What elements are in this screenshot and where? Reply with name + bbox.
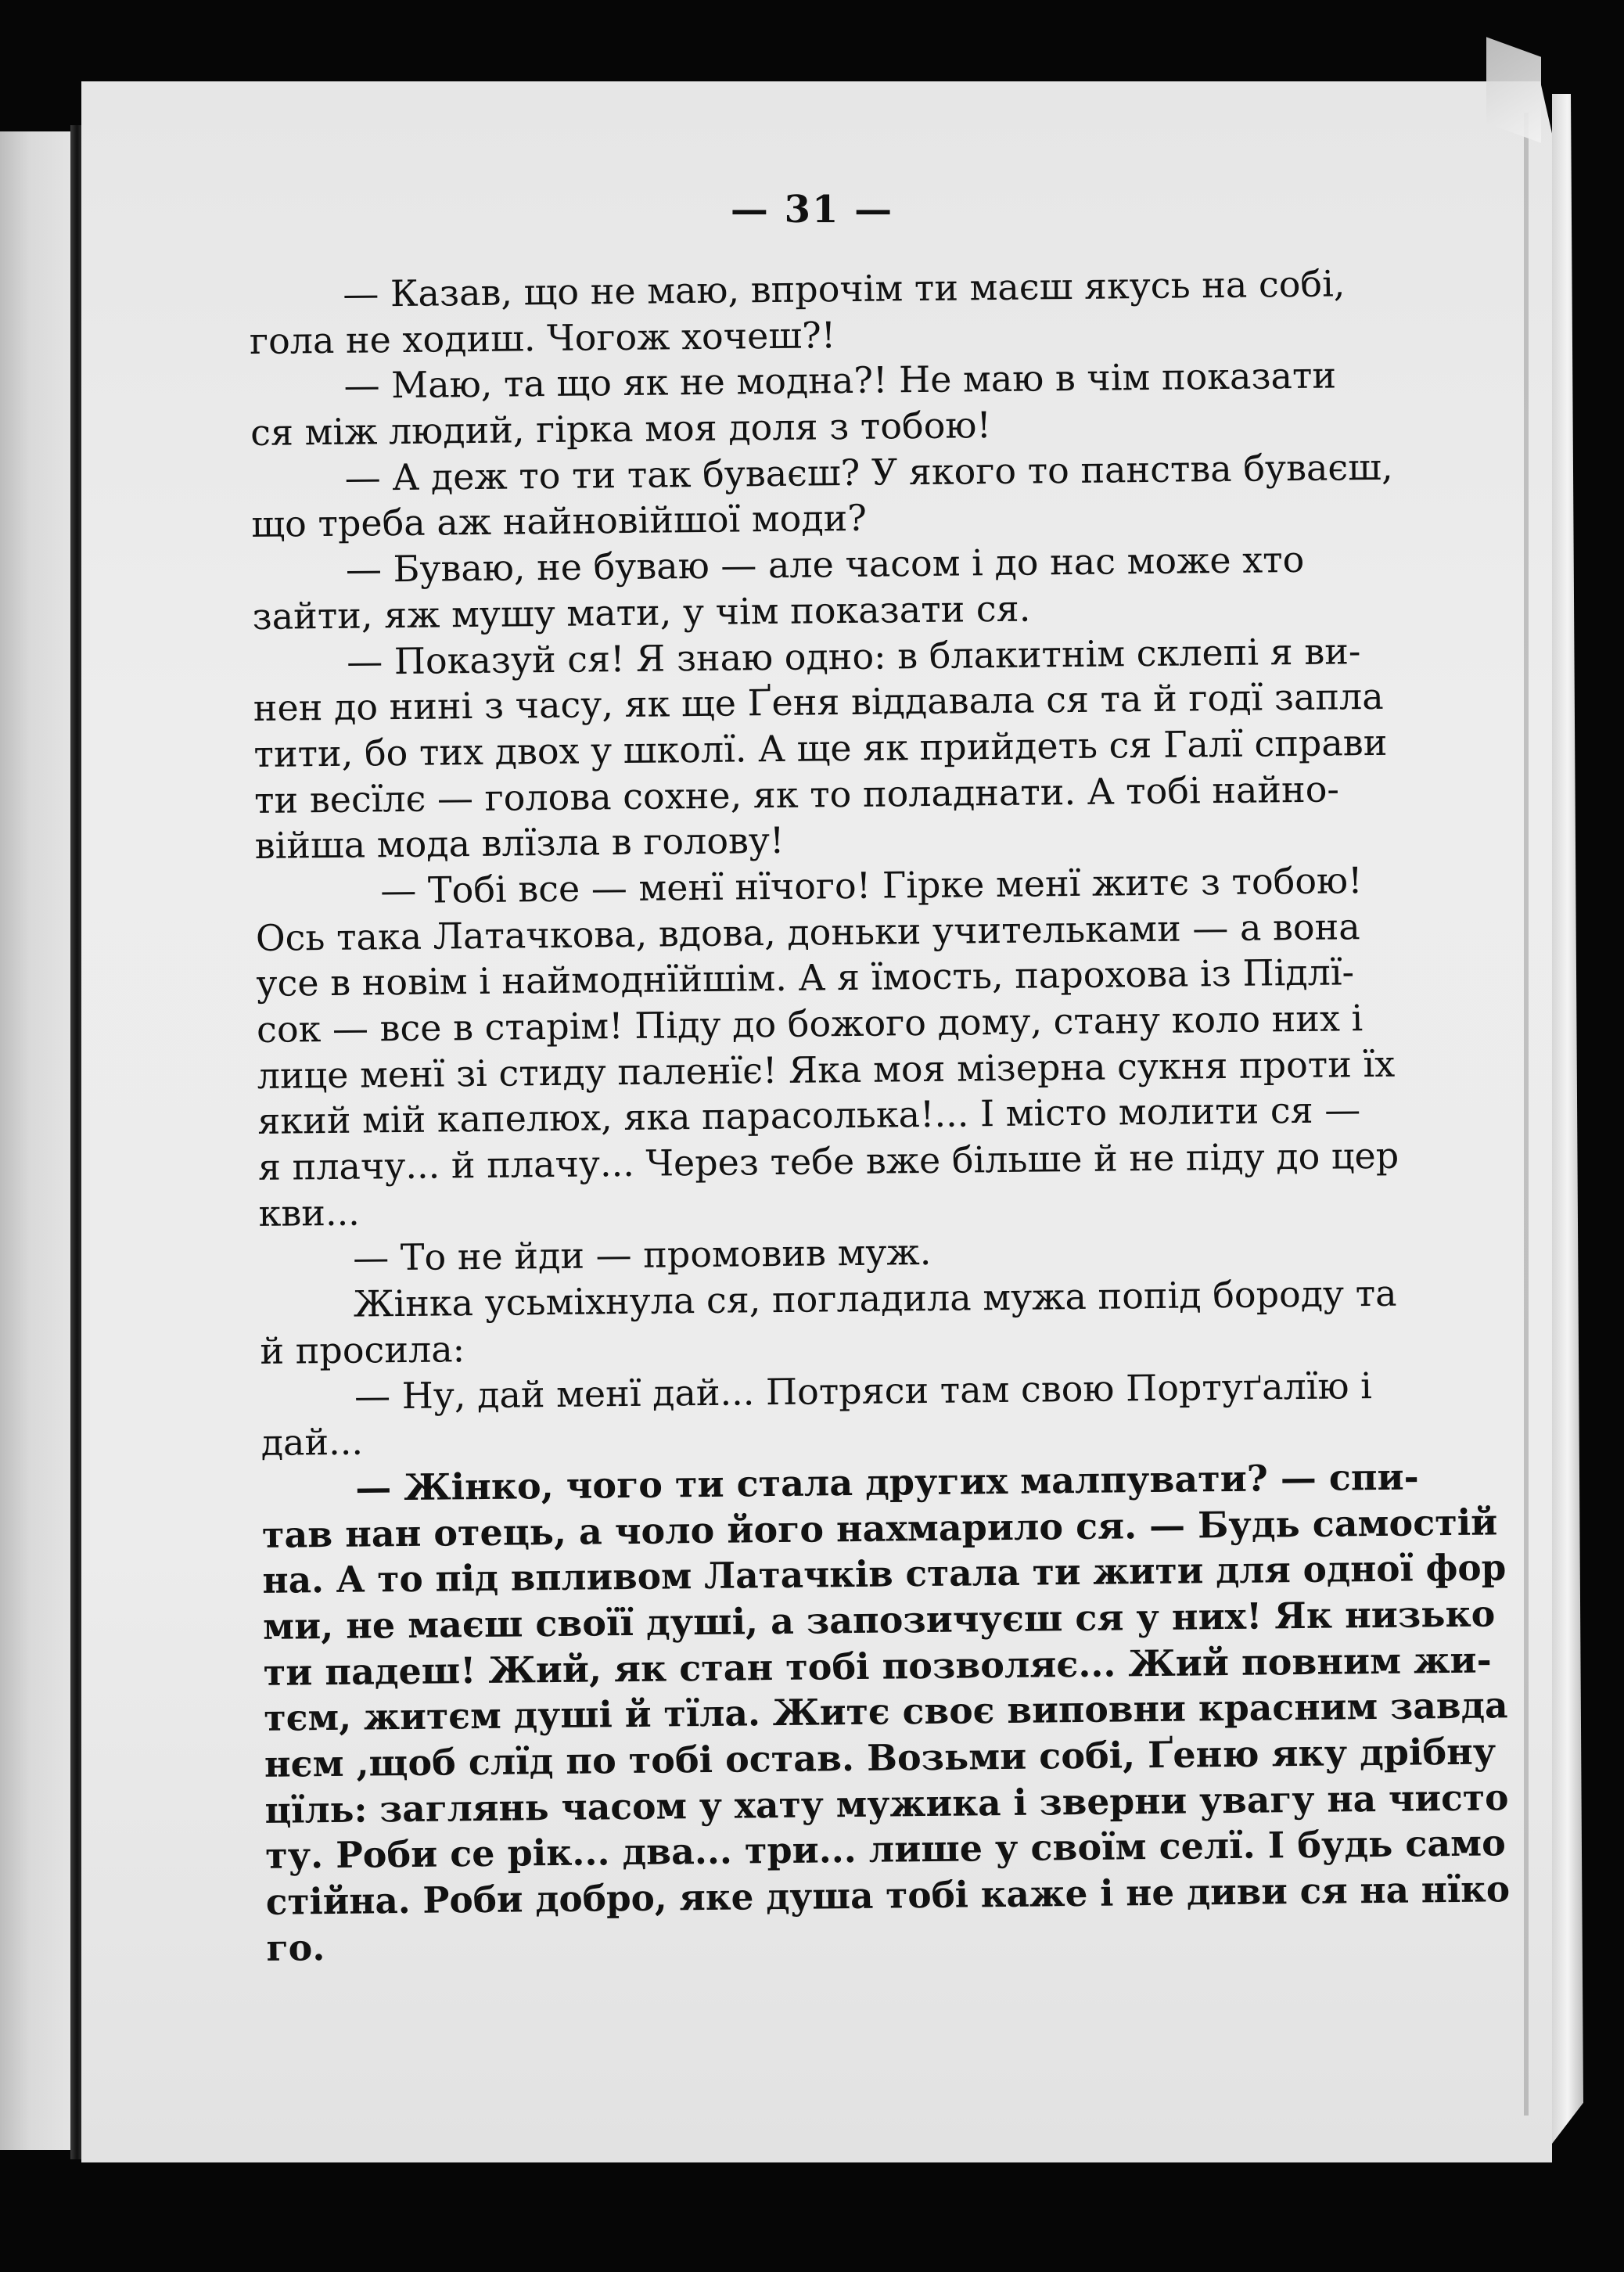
- text-line: тав нан отець, а чоло його нахмарило ся. — Будь самостій: [261, 1500, 1498, 1556]
- text-line: — Маю, та що як не модна?! Не маю в чім показати: [343, 354, 1337, 408]
- text-line: зайти, яж мушу мати, у чім показати ся.: [252, 587, 1031, 638]
- text-line: — Ну, дай менї дай... Потряси там свою Портуґалїю і: [354, 1364, 1373, 1418]
- text-line: цїль: заглянь часом у хату мужика і зверни увагу на чисто: [264, 1775, 1509, 1832]
- text-line: я плачу... й плачу... Через тебе вже більше й не піду до цер: [257, 1134, 1399, 1188]
- text-line: го.: [266, 1925, 325, 1969]
- text-line: — Показуй ся! Я знаю одно: в блакитнім склепі я ви-: [346, 629, 1361, 683]
- text-line: Жінка усьміхнула ся, погладила мужа попід бороду та: [353, 1271, 1397, 1325]
- text-line: нєм ,щоб слїд по тобі остав. Возьми собі, Ґеню яку дрібну: [264, 1730, 1496, 1785]
- text-line: й просила:: [260, 1327, 465, 1372]
- text-line: — Тобі все — менї нїчого! Гірке менї житє з тобою!: [380, 859, 1363, 912]
- text-line: — Жінко, чого ти стала других малпувати? — спи-: [354, 1455, 1419, 1509]
- text-line: війша мода влїзла в голову!: [254, 819, 785, 868]
- text-line: ся між людий, гірка моя доля з тобою!: [250, 404, 992, 455]
- text-line: тити, бо тих двох у школї. А ще як прийдеть ся Галї справи: [253, 721, 1388, 775]
- text-line: ми, не маєш своїї душі, а запозичуєш ся у них! Як низько: [262, 1592, 1496, 1648]
- text-line: який мій капелюх, яка парасолька!... І місто молити ся —: [257, 1088, 1361, 1143]
- text-line: що треба аж найновійшої моди?: [251, 497, 868, 546]
- text-line: ту. Роби се рік... два... три... лише у своїм селї. І будь само: [264, 1821, 1507, 1878]
- text-line: — А деж то ти так буваєш? У якого то панства буваєш,: [344, 445, 1393, 499]
- text-line: кви...: [258, 1191, 361, 1235]
- text-line: сок — все в старім! Піду до божого дому, стану коло них і: [256, 997, 1364, 1051]
- text-line: — То не йди — промовив муж.: [352, 1231, 932, 1280]
- page-stack-edge: [1552, 94, 1583, 2144]
- text-line: лице менї зі стиду паленїє! Яка моя мізерна сукня проти їх: [257, 1042, 1396, 1097]
- page-text: [249, 260, 1511, 1972]
- text-line: стійна. Роби добро, яке душа тобі каже і не диви ся на нїко: [265, 1868, 1511, 1923]
- text-line: Ось така Латачкова, вдова, доньки учительками — а вона: [255, 904, 1360, 959]
- text-line: гола не ходиш. Чогож хочеш?!: [249, 313, 836, 362]
- text-line: дай...: [260, 1420, 364, 1465]
- text-line: ти падеш! Жий, як стан тобі позволяє... Жий повним жи-: [263, 1638, 1492, 1694]
- text-line: усе в новім і наймоднїйшім. А я їмость, парохова із Підлї-: [256, 951, 1355, 1005]
- page-number: — 31 —: [730, 188, 894, 232]
- text-line: на. А то під впливом Латачків стала ти жити для одної фор: [262, 1546, 1507, 1602]
- text-line: ти весїлє — голова сохне, як то поладнати. А тобі найно-: [253, 768, 1340, 821]
- text-line: нен до нині з часу, як ще Ґеня віддавала ся та й годї запла: [253, 675, 1384, 730]
- text-line: тєм, житєм душі й тїла. Житє своє виповни красним завда: [264, 1684, 1508, 1740]
- text-line: — Буваю, не буваю — але часом і до нас може хто: [345, 538, 1305, 591]
- previous-page-edge: [0, 131, 74, 2150]
- text-line: — Казав, що не маю, впрочім ти маєш якусь на собі,: [343, 262, 1346, 315]
- book-gutter: [70, 125, 81, 2159]
